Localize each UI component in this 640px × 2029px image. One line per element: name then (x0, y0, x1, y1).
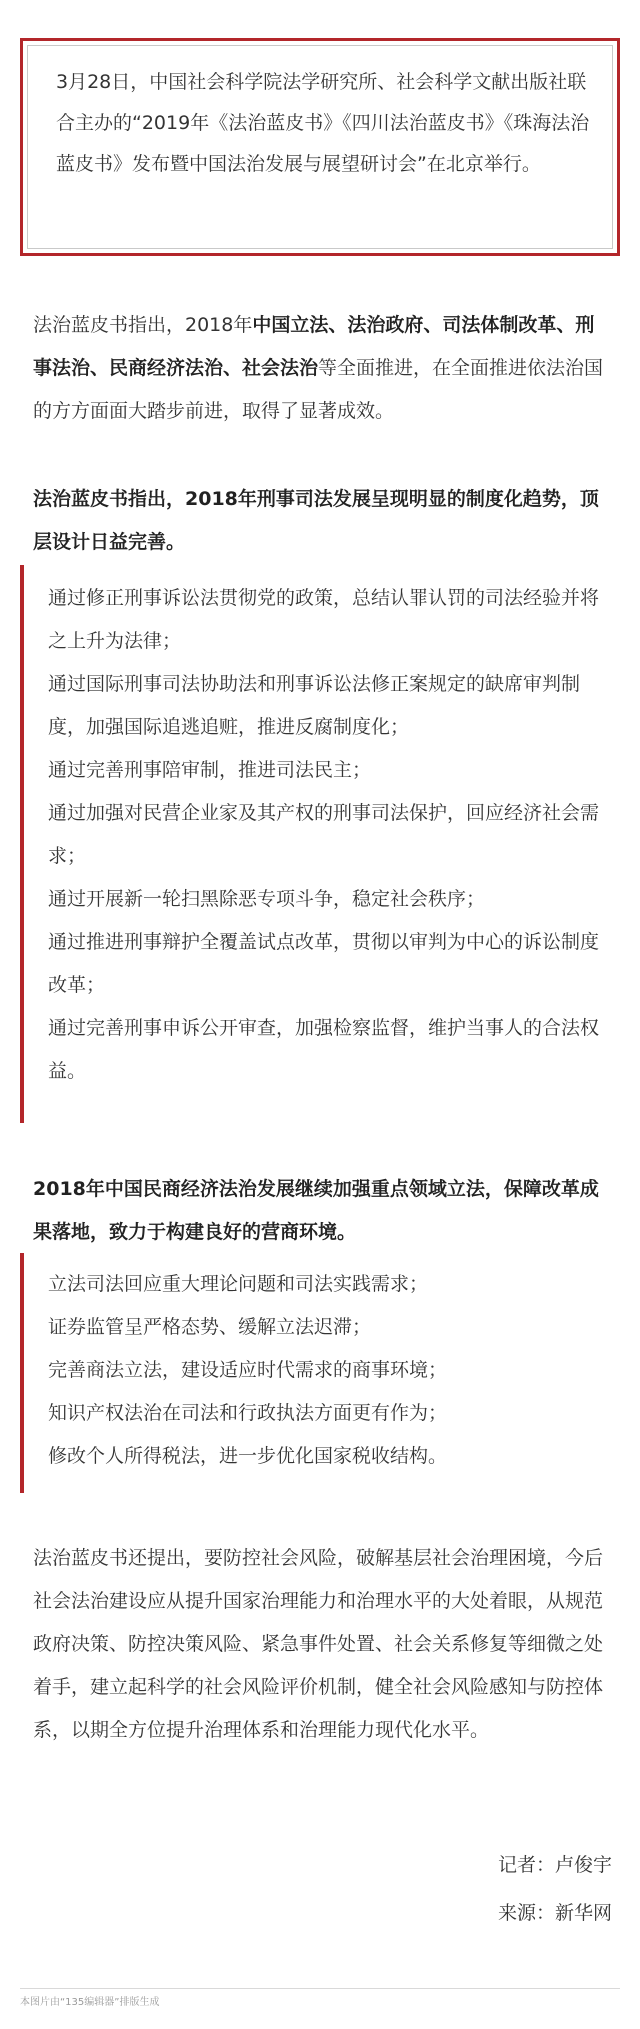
paragraph-prefix: 法治蓝皮书指出，2018年 (33, 314, 253, 336)
list-item: 通过完善刑事申诉公开审查，加强检察监督，维护当事人的合法权益。 (48, 1017, 600, 1082)
list-item: 完善商法立法，建设适应时代需求的商事环境； (48, 1359, 448, 1381)
criminal-justice-list (20, 565, 610, 1123)
paragraph-social-risk: 法治蓝皮书还提出，要防控社会风险，破解基层社会治理困境，今后社会法治建设应从提升国家治理能力和治理水平的大处着眼，从规范政府决策、防控决策风险、紧急事件处置、社会关系修复等细微之处着手，建立起科学的社会风险评价机制，健全社会风险感知与防控体系，以期全方位提升治理体系和治理能力现代化水平。 (33, 1547, 604, 1741)
paragraph-suffix: 等全面推进，在全面推进依法治国的方方面面大踏步前进，取得了显著成效。 (33, 357, 604, 422)
section-heading-civil-commercial: 2018年中国民商经济法治发展继续加强重点领域立法，保障改革成果落地，致力于构建良好的营商环境。 (33, 1178, 599, 1243)
list-item: 通过加强对民营企业家及其产权的刑事司法保护，回应经济社会需求； (48, 802, 600, 867)
list-item: 通过开展新一轮扫黑除恶专项斗争，稳定社会秩序； (48, 888, 486, 910)
reporter-credit: 记者：卢俊宇 (497, 1854, 612, 1876)
paragraph-highlight: 中国立法、法治政府、司法体制改革、刑事法治、民商经济法治、社会法治 (33, 314, 595, 379)
list-item: 知识产权法治在司法和行政执法方面更有作为； (48, 1402, 448, 1424)
list-item: 修改个人所得税法，进一步优化国家税收结构。 (48, 1445, 448, 1467)
paragraph-legal-progress (33, 304, 608, 433)
list-item: 通过国际刑事司法协助法和刑事诉讼法修正案规定的缺席审判制度，加强国际追逃追赃，推进反腐制度化； (48, 673, 581, 738)
civil-commercial-list (20, 1253, 610, 1493)
section-heading-criminal-justice: 法治蓝皮书指出，2018年刑事司法发展呈现明显的制度化趋势，顶层设计日益完善。 (33, 488, 599, 553)
intro-text: 3月28日，中国社会科学院法学研究所、社会科学文献出版社联合主办的“2019年《法治蓝皮书》《四川法治蓝皮书》《珠海法治蓝皮书》发布暨中国法治发展与展望研讨会”在北京举行。 (27, 45, 613, 249)
list-item: 证券监管呈严格态势、缓解立法迟滞； (48, 1316, 372, 1338)
list-item: 通过完善刑事陪审制，推进司法民主； (48, 759, 372, 781)
footer-note: 本图片由“135编辑器”排版生成 (20, 1997, 160, 2008)
intro-box (20, 38, 620, 256)
list-item: 立法司法回应重大理论问题和司法实践需求； (48, 1273, 429, 1295)
list-item: 通过修正刑事诉讼法贯彻党的政策，总结认罪认罚的司法经验并将之上升为法律； (48, 587, 600, 652)
footer-divider (20, 1988, 620, 1989)
list-item: 通过推进刑事辩护全覆盖试点改革，贯彻以审判为中心的诉讼制度改革； (48, 931, 600, 996)
source-credit: 来源：新华网 (497, 1902, 612, 1924)
